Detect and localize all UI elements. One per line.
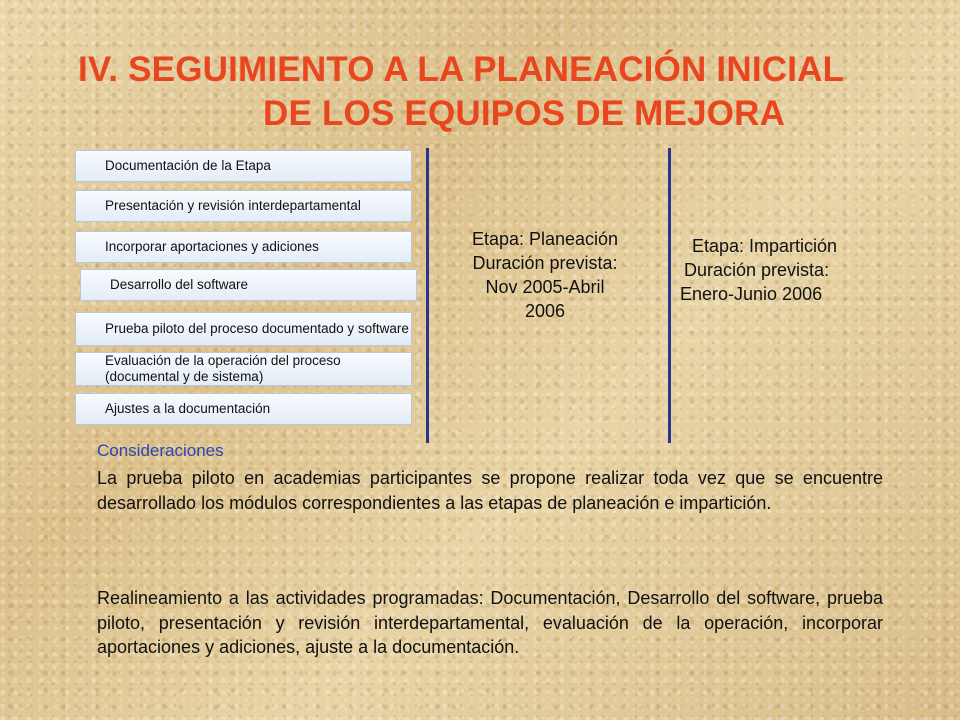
activity-box-evaluation: Evaluación de la operación del proceso (documental y de sistema) — [75, 352, 412, 386]
considerations-paragraph-1: La prueba piloto en academias participantes se propone realizar toda vez que se encuentre desarrollado los módulos correspondientes a las etapas de planeación e impartición. — [97, 468, 883, 513]
stage-delivery-dates: Enero-Junio 2006 — [680, 284, 823, 304]
activity-box-pilot: Prueba piloto del proceso documentado y software — [75, 312, 412, 346]
considerations-heading: Consideraciones — [97, 441, 224, 460]
stage-planning — [440, 227, 650, 323]
activity-box-review: Presentación y revisión interdepartamental — [75, 190, 412, 222]
stage-delivery-name: Etapa: Impartición — [692, 236, 838, 256]
activity-box-documentation: Documentación de la Etapa — [75, 150, 412, 182]
activity-box-contributions: Incorporar aportaciones y adiciones — [75, 231, 412, 263]
slide-title-line-1: IV. SEGUIMIENTO A LA PLANEACIÓN INICIAL — [78, 50, 845, 89]
divider-line-1 — [426, 148, 429, 443]
activity-box-adjustments: Ajustes a la documentación — [75, 393, 412, 425]
slide-title-line-2: DE LOS EQUIPOS DE MEJORA — [263, 94, 786, 133]
stage-planning-dates: Nov 2005-Abril — [485, 277, 605, 297]
stage-delivery — [680, 234, 885, 306]
stage-planning-name: Etapa: Planeación — [471, 229, 619, 249]
stage-planning-year: 2006 — [524, 301, 566, 321]
activity-box-software: Desarrollo del software — [80, 269, 417, 301]
considerations-paragraph-2: Realineamiento a las actividades programadas: Documentación, Desarrollo del software, prueba piloto, presentación y revisión interdepartamental, evaluación de la operación, incorporar aportaciones y adiciones, ajuste a la documentación. — [97, 588, 883, 657]
stage-delivery-duration-label: Duración prevista: — [684, 260, 830, 280]
divider-line-2 — [668, 148, 671, 443]
stage-planning-duration-label: Duración prevista: — [472, 253, 618, 273]
